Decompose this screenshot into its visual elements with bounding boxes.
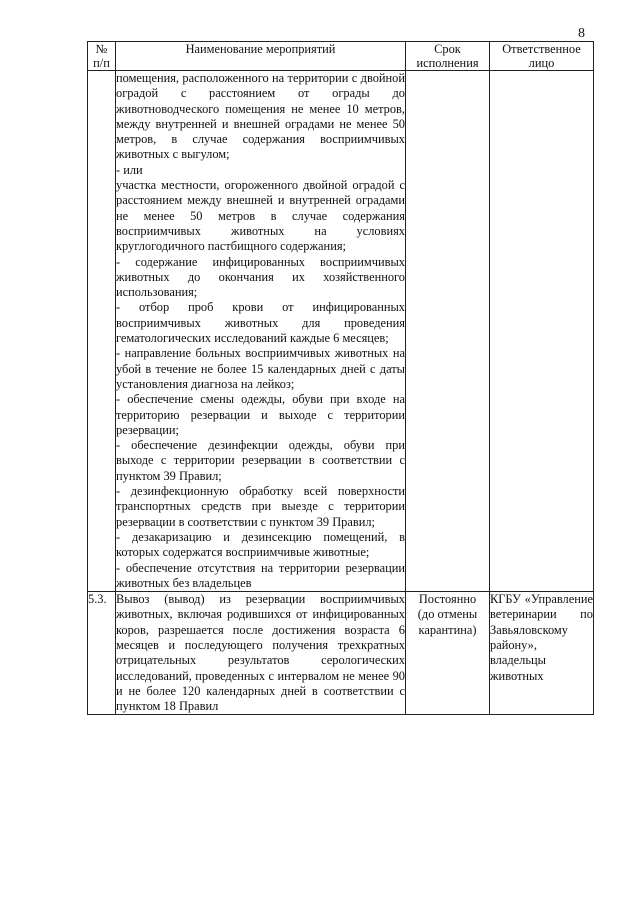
term-line: (до отмены [417,607,478,622]
row-description [116,71,406,592]
header-name: Наименование мероприятий [116,42,406,71]
row-number: 5.3. [88,592,116,715]
header-term [406,42,490,71]
row-number [88,71,116,592]
table-row [88,71,594,592]
description-paragraph: - обеспечение дезинфекции одежды, обуви при выходе с территории резервации в соответствии с пунктом 39 Правил; [116,438,405,483]
page-number: 8 [578,26,585,41]
description-paragraph: Вывоз (вывод) из резервации восприимчивых животных, включая родившихся от инфицированных коров, разрешается после достижения возраста 6 месяцев и последующего получения трехкратных отрицательных результатов серологических исследований, проведенных с интервалом не менее 90 и не более 120 календарных дней в соответствии с пунктом 18 Правил [116,592,405,714]
description-paragraph: - отбор проб крови от инфицированных восприимчивых животных для проведения гематологических исследований каждые 6 месяцев; [116,300,405,346]
header-responsible-line-2: лицо [528,56,555,70]
measures-table [87,41,594,715]
description-paragraph: - дезинфекционную обработку всей поверхности транспортных средств при выезде с территории резервации в соответствии с пунктом 39 Правил; [116,484,405,529]
description-paragraph: - или [116,162,143,177]
row-responsible [490,592,594,715]
header-responsible [490,42,594,71]
term-line: Постоянно [418,592,477,607]
header-number-line-2: п/п [93,56,110,70]
description-paragraph: участка местности, огороженного двойной оградой с расстоянием между внешней и внутренней оградами не менее 50 метров в случае содержания восприимчивых животных на условиях круглогодичного пастбищного содержания; [116,178,405,254]
row-term [406,592,490,715]
description-paragraph: - обеспечение отсутствия на территории резервации животных без владельцев [116,560,405,590]
row-responsible [490,71,594,592]
responsible-line: владельцы животных [490,653,546,683]
description-paragraph: - направление больных восприимчивых животных на убой в течение не более 15 календарных дней с даты установления диагноза на лейкоз; [116,346,405,391]
header-term-line-2: исполнения [416,56,479,70]
responsible-line: КГБУ «Управление ветеринарии по Завьяловскому району», [490,592,593,652]
description-paragraph: - обеспечение смены одежды, обуви при входе на территорию резервации и выходе с территории резервации; [116,392,405,437]
table-row [88,592,594,715]
header-term-line-1: Срок [434,42,461,56]
header-number [88,42,116,71]
term-line: карантина) [418,622,477,637]
row-term [406,71,490,592]
description-paragraph: помещения, расположенного на территории с двойной оградой с расстоянием от ограды до животноводческого помещения не менее 10 метров, между внутренней и внешней оградами не менее 50 метров, в случае содержания восприимчивых животных с выгулом; [116,71,405,162]
header-responsible-line-1: Ответственное [502,42,581,56]
table-header-row [88,42,594,71]
description-paragraph: - содержание инфицированных восприимчивых животных до окончания их хозяйственного использования; [116,254,405,300]
row-description [116,592,406,715]
description-paragraph: - дезакаризацию и дезинсекцию помещений, в которых содержатся восприимчивые животные; [116,529,405,560]
header-number-line-1: № [95,42,108,56]
